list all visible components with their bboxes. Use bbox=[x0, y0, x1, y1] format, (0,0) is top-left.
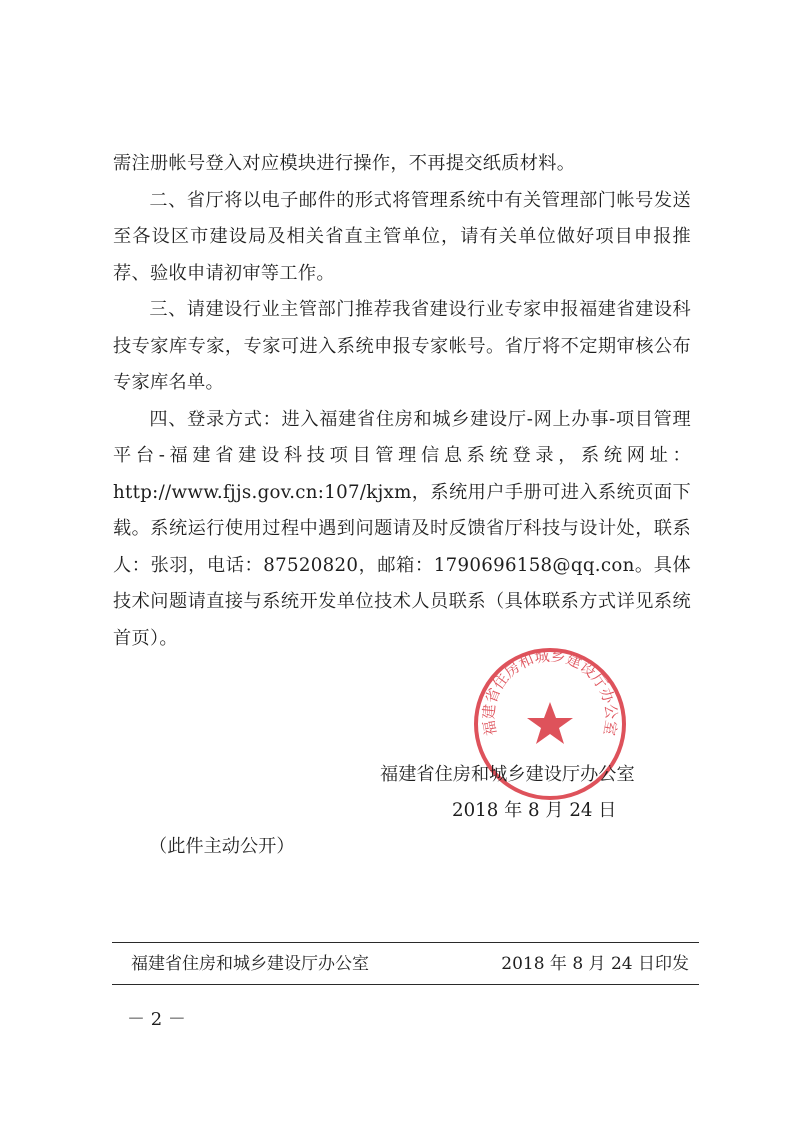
footer-issuer: 福建省住房和城乡建设厅办公室 bbox=[131, 954, 369, 974]
page-number: － 2 － bbox=[127, 1009, 186, 1030]
signature-org: 福建省住房和城乡建设厅办公室 bbox=[380, 764, 635, 785]
footer-top-rule bbox=[112, 942, 699, 943]
footer-issue-date: 2018 年 8 月 24 日印发 bbox=[501, 954, 689, 974]
paragraph-continuation: 需注册帐号登入对应模块进行操作，不再提交纸质材料。 bbox=[113, 153, 576, 174]
body-text bbox=[113, 146, 691, 657]
paragraph-item-3: 三、请建设行业主管部门推荐我省建设行业专家申报福建省建设科技专家库专家，专家可进入系统申报专家帐号。省厅将不定期审核公布专家库名单。 bbox=[113, 299, 691, 393]
public-note: （此件主动公开） bbox=[149, 836, 295, 857]
footer-bottom-rule bbox=[112, 984, 699, 985]
paragraph-item-2: 二、省厅将以电子邮件的形式将管理系统中有关管理部门帐号发送至各设区市建设局及相关省直主管单位，请有关单位做好项目申报推荐、验收申请初审等工作。 bbox=[113, 189, 691, 284]
paragraph-item-4: 四、登录方式：进入福建省住房和城乡建设厅-网上办事-项目管理平台-福建省建设科技项目管理信息系统登录，系统网址：http://www.fjjs.gov.cn:107/kjxm，系统用户手册可进入系统页面下载。系统运行使用过程中遇到问题请及时反馈省厅科技与设计处，联系人：张羽，电话：87520820，邮箱：1790696158@qq.con。具体技术问题请直接与系统开发单位技术人员联系（具体联系方式详见系统首页）。 bbox=[113, 408, 691, 649]
seal-text: 福建省住房和城乡建设厅办公室 bbox=[479, 646, 621, 737]
signature-date: 2018 年 8 月 24 日 bbox=[452, 800, 617, 821]
